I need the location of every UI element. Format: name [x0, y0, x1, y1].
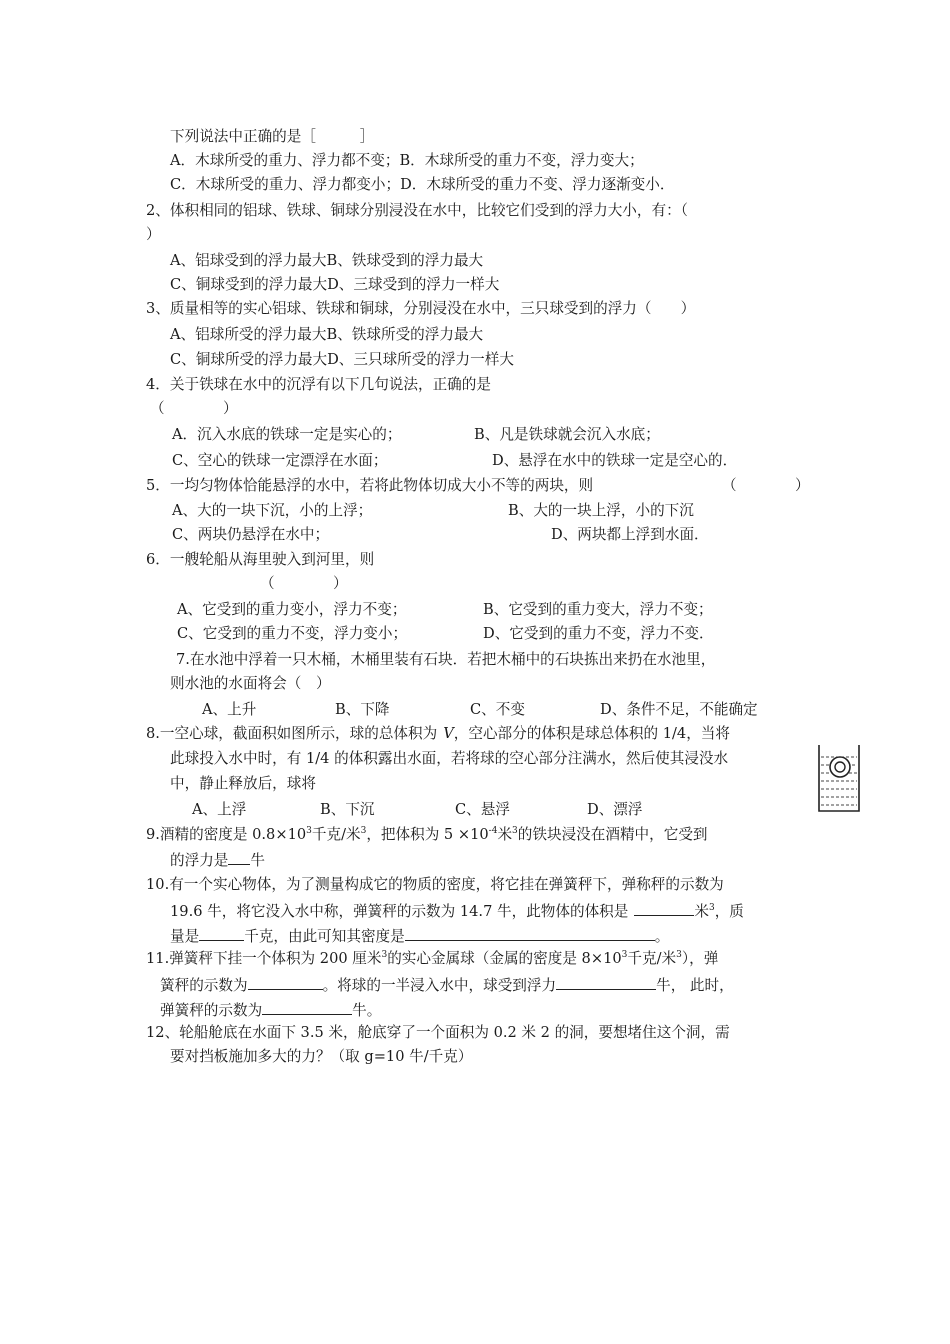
q8-option-a: A、上浮 [192, 801, 247, 818]
q10-mass-blank[interactable] [199, 925, 244, 941]
q11-text-c: 千克/米 [627, 950, 677, 967]
q4-option-a: A．沉入水底的铁球一定是实心的； [172, 426, 402, 443]
q8-line-2: 此球投入水中时，有 1/4 的体积露出水面，若将球的空心部分注满水，然后使其浸没水 [170, 750, 729, 767]
q9-text-d: 米 [497, 826, 513, 843]
q9-answer-blank[interactable] [228, 849, 250, 865]
q4-stem: 4．关于铁球在水中的沉浮有以下几句说法，正确的是 [146, 376, 491, 393]
q9-line-1 [146, 825, 708, 845]
q11-line-3 [160, 999, 381, 1021]
q1-options-cd: C．木球所受的重力、浮力都变小；D．木球所受的重力不变、浮力逐渐变小． [170, 176, 675, 193]
q7-option-b: B、下降 [335, 701, 390, 718]
q11-line-2-a: 簧秤的示数为 [160, 977, 248, 994]
q10-line-2-c: ，质 [714, 903, 744, 920]
q7-option-c: C、不变 [470, 701, 525, 718]
q5-option-d: D、两块都上浮到水面． [551, 526, 709, 543]
q5-option-a: A、大的一块下沉，小的上浮； [172, 502, 373, 519]
q5-option-c: C、两块仍悬浮在水中； [172, 526, 330, 543]
q1-stem: 下列说法中正确的是［ ］ [170, 128, 375, 145]
q11-exponent-2: 3 [621, 950, 628, 960]
q9-exponent-4: 3 [512, 826, 518, 836]
q11-text-b: 的实心金属球（金属的密度是 8×10 [387, 950, 622, 967]
q9-text-b: 千克/米 [311, 826, 361, 843]
q9-text-a: 9.酒精的密度是 0.8×10 [146, 826, 307, 843]
q4-option-b: B、凡是铁球就会沉入水底； [474, 426, 660, 443]
q6-option-b: B、它受到的重力变大，浮力不变； [483, 601, 713, 618]
q10-line-2 [170, 900, 744, 922]
q11-line-2 [160, 974, 734, 996]
q7-option-a: A、上升 [202, 701, 257, 718]
q11-line-1 [146, 949, 718, 969]
q5-answer-paren: （ ） [722, 477, 810, 494]
q11-text-a: 11.弹簧秤下挂一个体积为 200 厘米 [146, 950, 382, 967]
q10-line-3-a: 量是 [170, 928, 200, 945]
q8-line-1 [146, 724, 730, 744]
q10-exponent: 3 [708, 903, 715, 913]
q11-buoyancy-blank[interactable] [556, 974, 656, 990]
q6-option-d: D、它受到的重力不变，浮力不变． [483, 625, 714, 642]
q11-exponent-1: 3 [381, 950, 388, 960]
q11-reading-2-blank[interactable] [262, 999, 352, 1015]
q11-reading-blank[interactable] [248, 974, 323, 990]
q7-option-d: D、条件不足，不能确定 [600, 701, 758, 718]
q2-stem-end: ） [146, 226, 161, 243]
q10-line-2-a: 19.6 牛，将它没入水中称，弹簧秤的示数为 14.7 牛，此物体的体积是 [170, 903, 629, 920]
q7-stem: 7.在水池中浮着一只木桶，木桶里装有石块．若把木桶中的石块拣出来扔在水池里， [176, 651, 716, 668]
q3-options-cd: C、铜球所受的浮力最大D、三只球所受的浮力一样大 [170, 351, 514, 368]
q11-line-3-a: 弹簧秤的示数为 [160, 1002, 263, 1019]
q8-option-d: D、漂浮 [587, 801, 643, 818]
q5-option-b: B、大的一块上浮，小的下沉 [508, 502, 694, 519]
q8-option-b: B、下沉 [320, 801, 375, 818]
q6-option-a: A、它受到的重力变小，浮力不变； [177, 601, 407, 618]
q10-line-3 [170, 925, 669, 947]
q2-options-ab: A、铝球受到的浮力最大B、铁球受到的浮力最大 [170, 252, 484, 269]
q6-answer-paren: （ ） [260, 575, 348, 592]
q9-exponent-2: 3 [360, 826, 367, 836]
q11-line-3-b: 牛。 [352, 1002, 382, 1019]
q11-line-2-c: 牛， 此时， [656, 977, 734, 994]
q11-exponent-3: 3 [676, 950, 682, 960]
q10-line-1: 10.有一个实心物体，为了测量构成它的物质的密度，将它挂在弹簧秤下，弹称秤的示数为 [146, 876, 724, 893]
q9-text-e: 的铁块浸没在酒精中，它受到 [517, 826, 708, 843]
q8-line-1-a: 8.一空心球，截面积如图所示，球的总体积为 [146, 725, 438, 742]
q9-line-2 [170, 849, 265, 871]
q12-line-2: 要对挡板施加多大的力？（取 g=10 牛/千克） [170, 1048, 473, 1065]
q4-option-c: C、空心的铁球一定漂浮在水面； [172, 452, 388, 469]
q9-exponent-3: -4 [488, 826, 498, 836]
q9-line-2-a: 的浮力是 [170, 852, 229, 869]
q7-stem-2: 则水池的水面将会（ ） [170, 675, 331, 692]
q3-options-ab: A、铝球所受的浮力最大B、铁球所受的浮力最大 [170, 326, 484, 343]
q6-stem: 6．一艘轮船从海里驶入到河里，则 [146, 551, 375, 568]
q4-answer-paren: （ ） [150, 400, 238, 417]
q11-text-d: ），弹 [681, 950, 719, 967]
q9-unit: 牛 [250, 852, 265, 869]
q10-line-3-c: 。 [654, 928, 670, 945]
q10-density-blank[interactable] [405, 925, 655, 941]
q1-options-ab: A．木球所受的重力、浮力都不变；B．木球所受的重力不变，浮力变大； [170, 152, 644, 169]
q11-line-2-b: 。将球的一半浸入水中，球受到浮力 [322, 977, 557, 994]
q10-line-3-b: 千克，由此可知其密度是 [244, 928, 405, 945]
q2-stem: 2、体积相同的铝球、铁球、铜球分别浸没在水中，比较它们受到的浮力大小，有：（ [146, 202, 688, 219]
hollow-ball-figure [817, 743, 861, 813]
q4-option-d: D、悬浮在水中的铁球一定是空心的． [492, 452, 738, 469]
q10-unit-volume: 米 [694, 903, 709, 920]
q6-option-c: C、它受到的重力不变，浮力变小； [177, 625, 408, 642]
q2-options-cd: C、铜球受到的浮力最大D、三球受到的浮力一样大 [170, 276, 500, 293]
q8-volume-symbol: V [443, 725, 454, 742]
q9-text-c: ，把体积为 5 ×10 [366, 826, 489, 843]
q8-line-1-b: ，空心部分的体积是球总体积的 1/4，当将 [453, 725, 730, 742]
q10-volume-blank[interactable] [634, 900, 694, 916]
q12-line-1: 12、轮船舱底在水面下 3.5 米，舱底穿了一个面积为 0.2 米 2 的洞，要想堵住这个洞，需 [146, 1024, 730, 1041]
q9-exponent-1: 3 [306, 826, 312, 836]
q5-stem: 5．一均匀物体恰能悬浮的水中，若将此物体切成大小不等的两块，则 [146, 477, 594, 494]
q3-stem: 3、质量相等的实心铝球、铁球和铜球，分别浸没在水中，三只球受到的浮力（ ） [146, 300, 696, 317]
q8-option-c: C、悬浮 [455, 801, 510, 818]
q8-line-3: 中，静止释放后，球将 [170, 775, 316, 792]
